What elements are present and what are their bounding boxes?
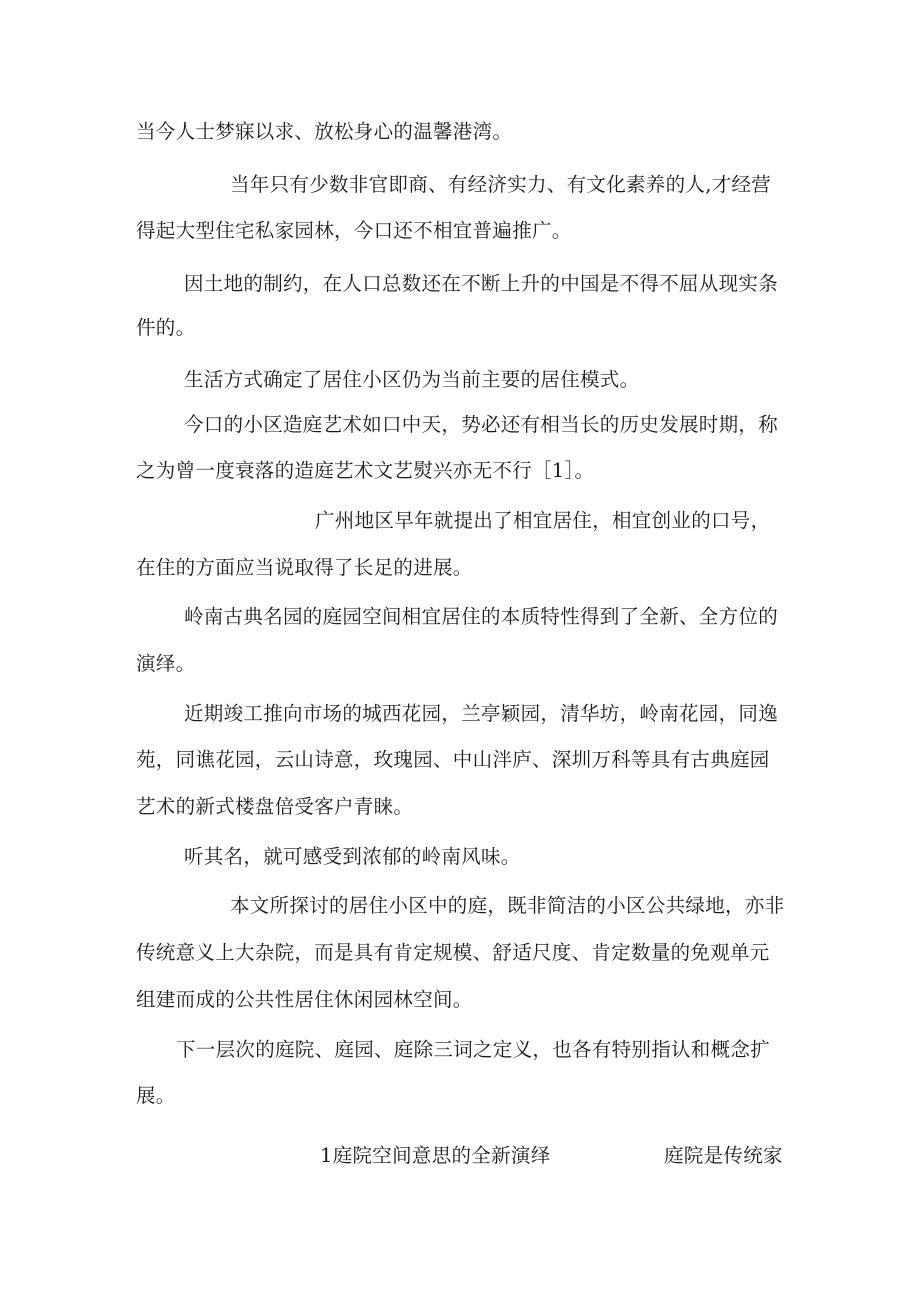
text-line: 组建而成的公共性居住休闲园林空间。 [136,988,473,1011]
text-line: 下一层次的庭院、庭园、庭除三词之定义，也各有特别指认和概念扩 [176,1038,771,1061]
text-line: 演绎。 [136,652,196,675]
text-line: 件的。 [136,316,196,339]
text-line: 岭南古典名园的庭园空间相宜居住的本质特性得到了全新、全方位的 [184,605,779,628]
text-line: 得起大型住宅私家园林，今口还不相宜普遍推广。 [136,219,572,242]
text-line: 展。 [136,1084,176,1107]
text-line: 听其名，就可感受到浓郁的岭南风味。 [184,845,521,868]
text-line: 本文所探讨的居住小区中的庭，既非简洁的小区公共绿地，亦非 [230,894,785,917]
text-line: 庭院是传统家 [664,1144,783,1167]
section-heading: 1庭院空间意思的全新演绎 [320,1144,551,1167]
text-line: 广州地区早年就提出了相宜居住，相宜创业的口号， [315,509,771,532]
text-line: 苑，同谯花园，云山诗意，玫瑰园、中山泮庐、深圳万科等具有古典庭园 [136,748,770,771]
text-line: 当年只有少数非官即商、有经济实力、有文化素养的人,才经营 [230,173,772,196]
text-line: 之为曾一度衰落的造庭艺术文艺熨兴亦无不行［1］。 [136,459,595,482]
text-line: 在住的方面应当说取得了长足的进展。 [136,556,473,579]
text-line: 近期竣工推向市场的城西花园，兰亭颖园，清华坊，岭南花园，同逸 [184,702,779,725]
text-line: 生活方式确定了居住小区仍为当前主要的居住模式。 [184,368,640,391]
text-line: 当今人士梦寐以求、放松身心的温馨港湾。 [136,120,513,143]
text-line: 艺术的新式楼盘倍受客户青睐。 [136,795,414,818]
text-line: 因土地的制约，在人口总数还在不断上升的中国是不得不屈从现实条 [184,272,779,295]
text-line: 今口的小区造庭艺术如口中天，势必还有相当长的历史发展时期，称 [184,413,779,436]
text-line: 传统意义上大杂院，而是具有肯定规模、舒适尺度、肯定数量的免观单元 [136,941,770,964]
